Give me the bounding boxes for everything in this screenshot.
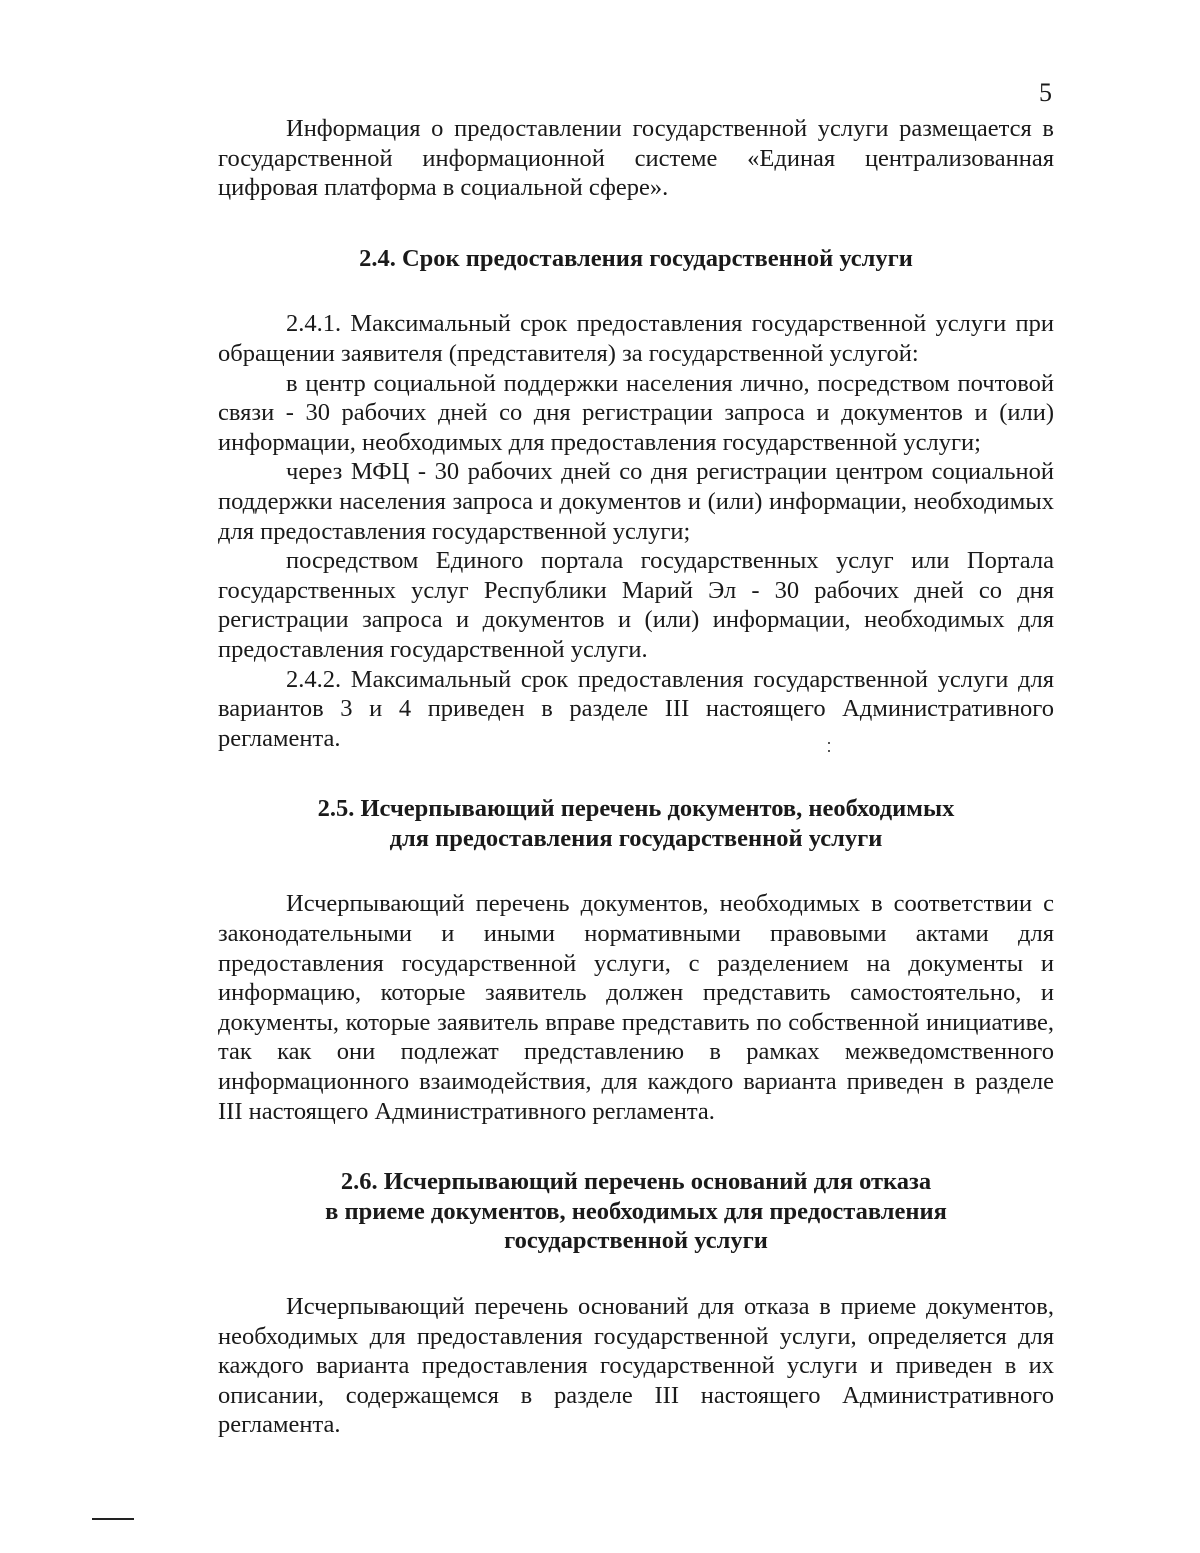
- paragraph-2-4-1-mfc: через МФЦ - 30 рабочих дней со дня регистрации центром социальной поддержки населения запроса и документов и (или) информации, необходимых для предоставления государственной услуги;: [218, 458, 1054, 545]
- heading-2-5: [218, 794, 1054, 853]
- paragraph-2-4-2: 2.4.2. Максимальный срок предоставления государственной услуги для вариантов 3 и 4 приведен в разделе III настоящего Административного регламента.: [218, 665, 1054, 752]
- heading-2-5-line-1: 2.5. Исчерпывающий перечень документов, необходимых: [317, 795, 955, 823]
- paragraph-2-4-1-in-person: в центр социальной поддержки населения лично, посредством почтовой связи - 30 рабочих дней со дня регистрации запроса и документов и (или) информации, необходимых для предоставления государственной услуги;: [218, 369, 1054, 456]
- paragraph-info-placement: Информация о предоставлении государственной услуги размещается в государственной информационной системе «Единая централизованная цифровая платформа в социальной сфере».: [218, 115, 1054, 202]
- paragraph-2-4-1-portal: посредством Единого портала государственных услуг или Портала государственных услуг Республики Марий Эл - 30 рабочих дней со дня регистрации запроса и документов и (или) информации, необходимых для предоставления государственной услуги.: [218, 547, 1054, 663]
- heading-2-6-line-2: в приеме документов, необходимых для предоставления: [325, 1197, 947, 1225]
- paragraph-2-4-1: 2.4.1. Максимальный срок предоставления государственной услуги при обращении заявителя (представителя) за государственной услугой:: [218, 310, 1054, 367]
- document-body: [218, 114, 1054, 1440]
- heading-2-6-line-1: 2.6. Исчерпывающий перечень оснований для отказа: [340, 1168, 932, 1196]
- heading-2-4: [218, 244, 1054, 274]
- paragraph-2-5: Исчерпывающий перечень документов, необходимых в соответствии с законодательными и иными нормативными правовыми актами для предоставления государственной услуги, с разделением на документы и информацию, которые заявитель должен представить самостоятельно, и документы, которые заявитель вправе представить по собственной инициативе, так как они подлежат представлению в рамках межведомственного информационного взаимодействия, для каждого варианта приведен в разделе III настоящего Административного регламента.: [218, 890, 1054, 1125]
- page-number: 5: [1039, 78, 1052, 107]
- paragraph-2-6: Исчерпывающий перечень оснований для отказа в приеме документов, необходимых для предоставления государственной услуги, определяется для каждого варианта предоставления государственной услуги и приведен в их описании, содержащемся в разделе III настоящего Административного регламента.: [218, 1293, 1054, 1439]
- scan-edge-mark: [92, 1518, 134, 1520]
- heading-2-5-line-2: для предоставления государственной услуги: [389, 824, 883, 852]
- heading-2-4-line-1: 2.4. Срок предоставления государственной услуги: [359, 244, 913, 272]
- scan-speck: [828, 742, 830, 744]
- heading-2-6: [218, 1167, 1054, 1256]
- scan-speck: [828, 750, 830, 752]
- heading-2-6-line-3: государственной услуги: [504, 1227, 768, 1255]
